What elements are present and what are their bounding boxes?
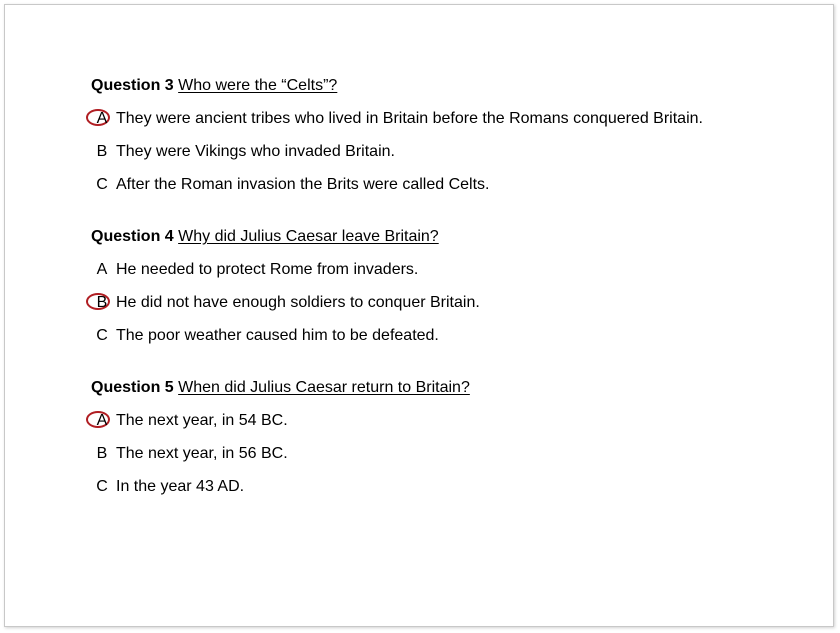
option-b[interactable] [91,292,811,314]
option-letter: B [96,445,108,462]
option-b[interactable] [91,443,811,465]
question-3 [91,75,811,196]
option-letter: C [96,176,108,193]
option-b[interactable] [91,141,811,163]
question-heading [91,226,811,248]
option-a[interactable] [91,108,811,130]
option-letter: A [96,110,108,127]
option-letter: B [96,143,108,160]
option-text: He needed to protect Rome from invaders. [116,261,419,278]
option-letter: C [96,327,108,344]
document-page [4,4,834,627]
option-a[interactable] [91,259,811,281]
question-label: Question 4 [91,228,174,245]
option-text: He did not have enough soldiers to conquer Britain. [116,294,480,311]
option-a[interactable] [91,410,811,432]
question-5 [91,377,811,498]
question-heading [91,75,811,97]
question-text: Why did Julius Caesar leave Britain? [178,228,439,245]
option-letter: A [96,261,108,278]
option-c[interactable] [91,325,811,347]
option-text: They were ancient tribes who lived in Britain before the Romans conquered Britain. [116,110,703,127]
question-text: When did Julius Caesar return to Britain? [178,379,470,396]
question-label: Question 3 [91,77,174,94]
option-text: The next year, in 54 BC. [116,412,288,429]
question-label: Question 5 [91,379,174,396]
quiz-content [91,75,811,528]
option-c[interactable] [91,476,811,498]
option-c[interactable] [91,174,811,196]
question-4 [91,226,811,347]
option-text: The next year, in 56 BC. [116,445,288,462]
option-text: The poor weather caused him to be defeated. [116,327,439,344]
option-text: After the Roman invasion the Brits were called Celts. [116,176,490,193]
option-letter: A [96,412,108,429]
option-letter: C [96,478,108,495]
option-text: They were Vikings who invaded Britain. [116,143,395,160]
option-text: In the year 43 AD. [116,478,245,495]
option-letter: B [96,294,108,311]
question-heading [91,377,811,399]
question-text: Who were the “Celts”? [178,77,338,94]
